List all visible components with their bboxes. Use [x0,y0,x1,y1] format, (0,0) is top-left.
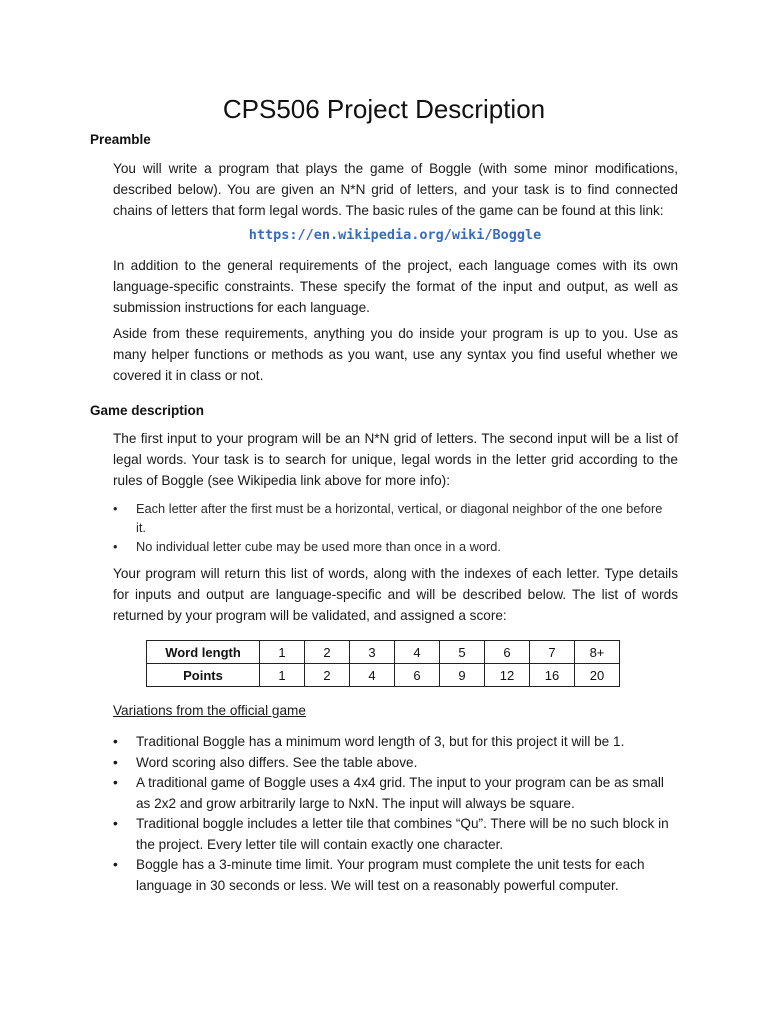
bullet-icon: • [113,816,118,831]
points-cell: 1 [260,664,305,687]
preamble-paragraph-1: You will write a program that plays the game of Boggle (with some minor modifications, described below). You are given an N*N grid of letters, and your task is to find connected chains of letters that form legal words. The basic rules of the game can be found at this link: [113,161,678,218]
table-row [147,664,620,687]
length-cell: 8+ [575,641,620,664]
length-cell: 7 [530,641,575,664]
rules-list [113,499,673,556]
table-row [147,641,620,664]
length-cell: 1 [260,641,305,664]
length-cell: 6 [485,641,530,664]
wikipedia-link[interactable]: https://en.wikipedia.org/wiki/Boggle [248,227,542,243]
points-cell: 2 [305,664,350,687]
page-title: CPS506 Project Description [222,94,546,124]
points-cell: 6 [395,664,440,687]
list-item: • A traditional game of Boggle uses a 4x4 grid. The input to your program can be as small as 2x2 and grow arbitrarily large to NxN. The input will always be square. [113,775,664,811]
points-cell: 12 [485,664,530,687]
points-cell: 9 [440,664,485,687]
game-description-heading: Game description [90,403,205,418]
length-cell: 4 [395,641,440,664]
preamble-paragraph-3: Aside from these requirements, anything you do inside your program is up to you. Use as many helper functions or methods as you want, use any syntax you find useful whether we covered it in class or not. [113,326,678,383]
game-paragraph-2: Your program will return this list of words, along with the indexes of each letter. Type details for inputs and output are language-specific and will be described below. The list of words returned by your program will be validated, and assigned a score: [113,566,678,623]
length-cell: 2 [305,641,350,664]
bullet-icon: • [113,754,118,770]
list-item: • Traditional Boggle has a minimum word length of 3, but for this project it will be 1. [113,732,673,753]
list-item: • Traditional boggle includes a letter tile that combines “Qu”. There will be no such block in the project. Every letter tile will contain exactly one character. [113,816,669,852]
bullet-icon: • [113,857,118,872]
bullet-icon: • [113,775,118,790]
list-item: • Each letter after the first must be a horizontal, vertical, or diagonal neighbor of the one before it. [113,501,663,535]
score-table [146,640,620,687]
points-cell: 4 [350,664,395,687]
variations-heading: Variations from the official game [113,703,306,718]
points-cell: 16 [530,664,575,687]
preamble-heading: Preamble [90,132,151,147]
bullet-icon: • [113,539,118,554]
list-item: • Word scoring also differs. See the table above. [113,753,673,774]
preamble-paragraph-2: In addition to the general requirements of the project, each language comes with its own language-specific constraints. These specify the format of the input and output, as well as submission instructions for each language. [113,258,678,315]
points-header: Points [147,664,260,687]
length-cell: 3 [350,641,395,664]
points-cell: 20 [575,664,620,687]
variations-list [113,732,673,896]
list-item: • Boggle has a 3-minute time limit. Your program must complete the unit tests for each language in 30 seconds or less. We will test on a reasonably powerful computer. [113,857,645,893]
bullet-icon: • [113,501,118,516]
game-paragraph-1: The first input to your program will be an N*N grid of letters. The second input will be a list of legal words. Your task is to search for unique, legal words in the letter grid according to the rules of Boggle (see Wikipedia link above for more info): [113,431,678,488]
length-cell: 5 [440,641,485,664]
word-length-header: Word length [147,641,260,664]
list-item: • No individual letter cube may be used more than once in a word. [113,539,501,554]
bullet-icon: • [113,734,118,749]
